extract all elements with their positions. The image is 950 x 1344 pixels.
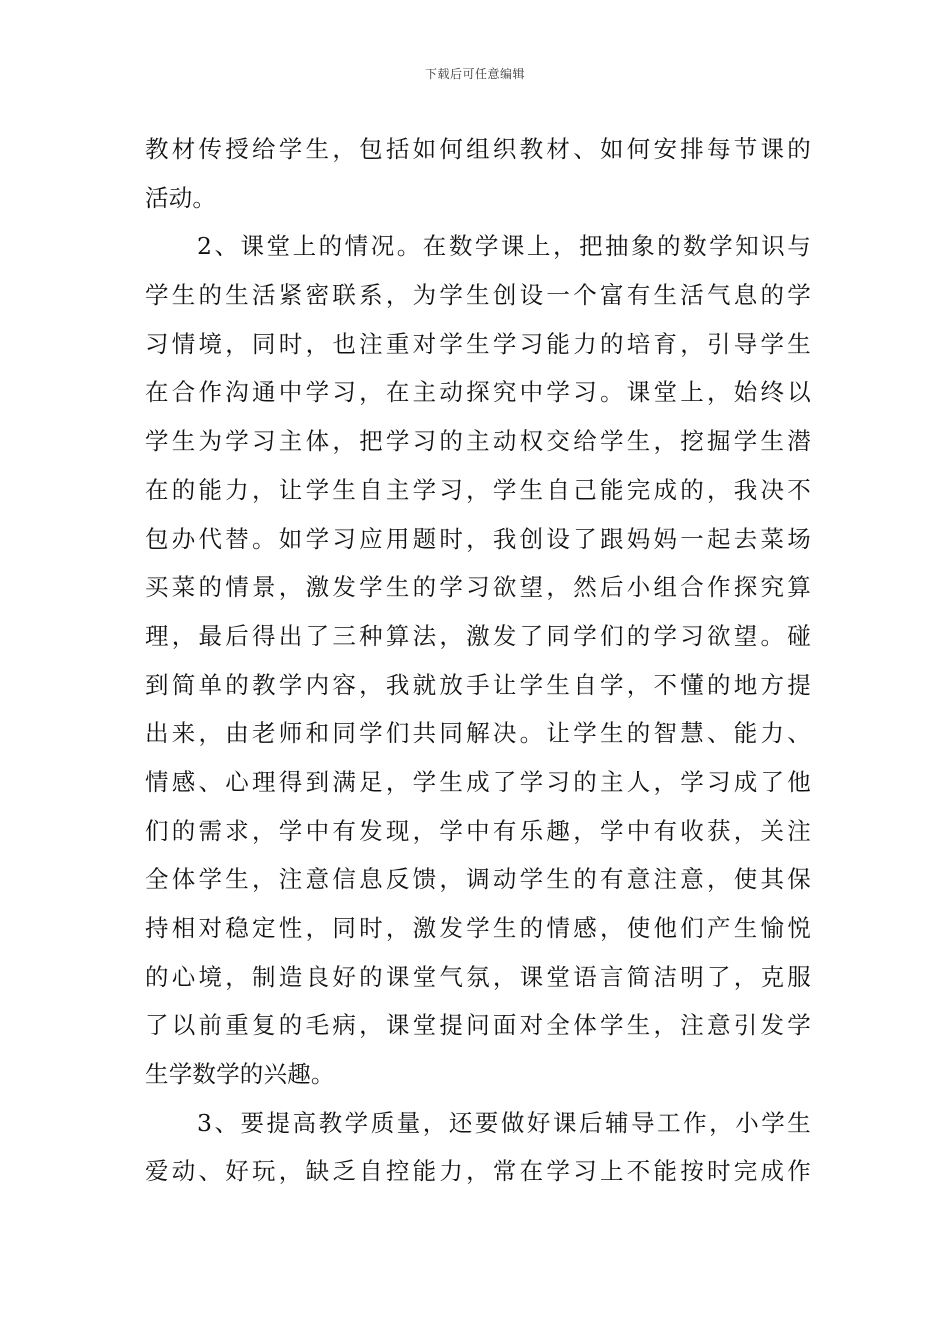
text-line: 了以前重复的毛病，课堂提问面对全体学生，注意引发学 <box>145 1011 811 1040</box>
text-line: 2、课堂上的情况。在数学课上，把抽象的数学知识与 <box>197 232 811 261</box>
text-line: 爱动、好玩，缺乏自控能力，常在学习上不能按时完成作 <box>145 1157 811 1186</box>
text-line: 学生为学习主体，把学习的主动权交给学生，挖掘学生潜 <box>145 427 811 456</box>
text-line: 的心境，制造良好的课堂气氛，课堂语言简洁明了，克服 <box>145 962 811 991</box>
text-line: 活动。 <box>145 183 217 212</box>
text-line: 出来，由老师和同学们共同解决。让学生的智慧、能力、 <box>145 719 811 748</box>
text-line: 情感、心理得到满足，学生成了学习的主人，学习成了他 <box>145 767 811 796</box>
paragraph <box>145 225 811 1101</box>
text-line: 3、要提高教学质量，还要做好课后辅导工作，小学生 <box>197 1108 811 1137</box>
text-line: 持相对稳定性，同时，激发学生的情感，使他们产生愉悦 <box>145 914 811 942</box>
text-line: 理，最后得出了三种算法，激发了同学们的学习欲望。碰 <box>145 621 811 650</box>
paragraph <box>145 1102 811 1199</box>
text-line: 在的能力，让学生自主学习，学生自己能完成的，我决不 <box>145 475 811 504</box>
page-header: 下载后可任意编辑 <box>424 67 525 81</box>
text-line: 全体学生，注意信息反馈，调动学生的有意注意，使其保 <box>145 865 811 894</box>
text-line: 习情境，同时，也注重对学生学习能力的培育，引导学生 <box>145 329 811 358</box>
document-body <box>145 128 811 1199</box>
text-line: 包办代替。如学习应用题时，我创设了跟妈妈一起去菜场 <box>145 524 811 553</box>
text-line: 学生的生活紧密联系，为学生创设一个富有生活气息的学 <box>145 281 811 310</box>
text-line: 到简单的教学内容，我就放手让学生自学，不懂的地方提 <box>145 670 811 699</box>
text-line: 生学数学的兴趣。 <box>145 1060 335 1089</box>
text-line: 教材传授给学生，包括如何组织教材、如何安排每节课的 <box>145 135 811 163</box>
text-line: 在合作沟通中学习，在主动探究中学习。课堂上，始终以 <box>145 378 811 407</box>
text-line: 买菜的情景，激发学生的学习欲望，然后小组合作探究算 <box>145 573 811 602</box>
text-line: 们的需求，学中有发现，学中有乐趣，学中有收获，关注 <box>145 816 811 845</box>
paragraph <box>145 128 811 225</box>
